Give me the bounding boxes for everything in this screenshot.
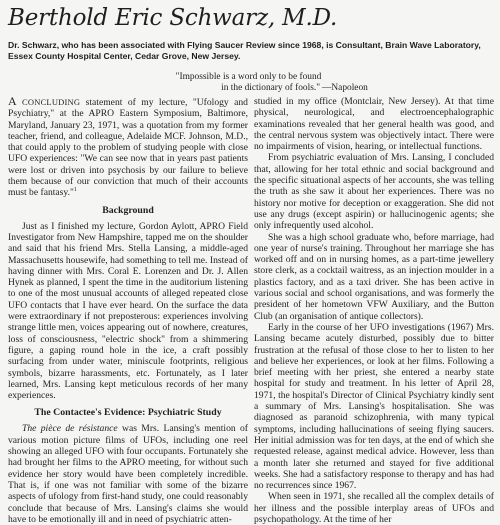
footnote-marker: 1 [73,187,77,194]
epigraph-line-2: in the dictionary of fools." [221,83,321,93]
intro-paragraph [8,96,248,199]
intro-text: statement of my lecture, "Ufology and Psychiatry," at the APRO Eastern Symposium, Baltimore, Maryland, January 23, 1971, was a quotation from my former teacher, friend, and colleague, Adelaide MCF. Johnson, M.D., that could apply to the problem of studying people with close UFO experiences: "We can see now that in years past patients were lost or driven into psychosis by our failure to believe them because of our conviction that much of their accounts must be fantasy." [8,97,248,199]
right-paragraph-1: studied in my office (Montclair, New Jersey). At that time physical, neurological, and electroencephalographic examinations revealed that her general health was good, and the central nervous system was objectively intact. There were no impairments of vision, hearing, or intellectual functions. [254,96,494,153]
background-paragraph: Just as I finished my lecture, Gordon Aylott, APRO Field Investigator from New Hampshire, tapped me on the shoulder and said that his friend Mrs. Stella Lansing, a middle-aged Massachusetts housewife, had something to tell me. Instead of having dinner with Mrs. Coral E. Lorenzen and Dr. J. Allen Hynek as planned, I spent the time in the auditorium listening to one of the most unusual accounts of alleged repeated close UFO contacts that I have ever heard. On the surface the data were extraordinary if not preposterous: experiences involving strange little men, voices appearing out of nowhere, creatures, loss of consciousness, "electric shock" from a shimmering figure, a gaping round hole in the ice, a craft possibly surfacing from under water, miniscule footprints, religious symbols, bizarre harassments, etc. Fortunately, as I later learned, Mrs. Lansing kept meticulous records of her many experiences. [8,220,248,402]
contactee-lead-italic: The pièce de résistance [22,423,118,435]
right-column [254,96,494,525]
left-column [8,96,248,525]
epigraph [6,72,491,94]
epigraph-line-1: "Impossible is a word only to be found [175,72,322,82]
right-paragraph-4: Early in the course of her UFO investigations (1967) Mrs. Lansing became acutely disturbed, possibly due to bitter frustration at the refusal of those close to her to listen to her and believe her experiences, or look at her films. Following a brief meeting with her priest, she entered a nearby state hospital for study and treatment. In his letter of April 28, 1971, the hospital's Director of Clinical Psychiatry kindly sent a summary of Mrs. Lansing's hospitalisation. She was diagnosed as paranoid schizophrenia, with many typical symptoms, including hallucinations of seeing flying saucers. Her initial admission was for ten days, at the end of which she requested release, against medical advice. However, less than a month later she returned and stayed for five additional weeks. She had a satisfactory response to therapy and has had no recurrences since 1967. [254,321,494,492]
right-paragraph-5: When seen in 1971, she recalled all the complex details of her illness and the possible interplay areas of UFOs and psychopathology. At the time of her [254,491,494,525]
author-name: Berthold Eric Schwarz, M.D. [8,5,338,31]
section-heading-background: Background [102,204,154,216]
right-paragraph-2: From psychiatric evaluation of Mrs. Lansing, I concluded that, allowing for her total ethnic and social background and the specific situational aspects of her accounts, she was telling the truth as she saw it about her experiences. There was no history nor motive for deception or exaggeration. She did not use any drugs (except aspirin) or hallucinogenic agents; she only infrequently used alcohol. [254,152,494,232]
right-paragraph-3: She was a high school graduate who, before marriage, had one year of nurse's training. Throughout her marriage she has worked off and on in nursing homes, as a part-time jewellery store clerk, as a cocktail waitress, as an injection moulder in a plastics factory, and as a taxi driver. She has been active in various social and school organisations, and was formerly the president of her hometown VFW Auxiliary, and the Button Club (an organisation of antique collectors). [254,231,494,322]
epigraph-attribution: —Napoleon [322,83,368,93]
author-bio: Dr. Schwarz, who has been associated with Flying Saucer Review since 1968, is Consultant, Brain Wave Laboratory, Essex County Hospital Center, Cedar Grove, New Jersey. [8,40,481,61]
drop-cap: A [8,94,17,108]
contactee-paragraph [8,423,248,525]
contactee-text: was Mrs. Lansing's mention of various motion picture films of UFOs, including one reel showing an alleged UFO with four occupants. Fortunately she had brought her films to the APRO meeting, for without such evidence her story would have been completely incredible. That is, if one was not familiar with some of the bizarre aspects of ufology from first-hand study, one could reasonably conclude that because of Mrs. Lansing's claims she would have to be emotionally ill and in need of psychiatric atten- [8,423,249,525]
intro-smallcaps: CONCLUDING [16,97,81,107]
section-heading-contactee-evidence: The Contactee's Evidence: Psychiatric Study [34,407,222,419]
